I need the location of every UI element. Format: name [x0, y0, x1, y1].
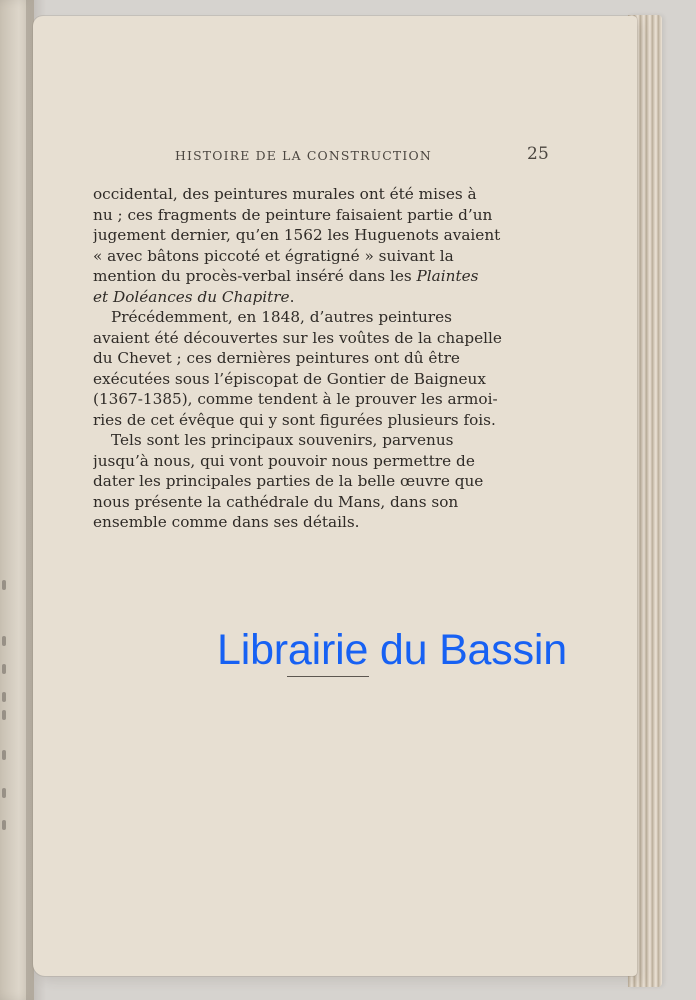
paragraph-3 [93, 430, 530, 533]
text-line: nu ; ces fragments de peinture faisaient partie d’un [93, 205, 493, 224]
text-line: occidental, des peintures murales ont été mises à [93, 185, 477, 203]
header-title: HISTOIRE DE LA CONSTRUCTION [175, 148, 432, 163]
text-line: nous présente la cathédrale du Mans, dans son [93, 492, 459, 511]
text-line: avaient été découvertes sur les voûtes de la chapelle [93, 328, 502, 347]
text-line: dater les principales parties de la belle œuvre que [93, 472, 484, 490]
text-span: . [289, 287, 295, 306]
main-text [93, 184, 530, 533]
text-line: (1367-1385), comme tendent à le prouver les armoi- [93, 390, 498, 408]
page-number: 25 [526, 144, 549, 164]
text-span: mention du procès-verbal inséré dans les [93, 267, 417, 285]
paragraph-2 [93, 307, 530, 430]
text-line: « avec bâtons piccoté et égratigné » suivant la [93, 246, 454, 265]
text-line: jugement dernier, qu’en 1562 les Huguenots avaient [93, 226, 501, 244]
left-page-marks [2, 560, 14, 860]
paragraph-1 [93, 184, 530, 307]
section-divider [287, 676, 369, 677]
text-line: Tels sont les principaux souvenirs, parvenus [111, 431, 454, 449]
text-line: jusqu’à nous, qui vont pouvoir nous permettre de [93, 451, 475, 470]
book-page [33, 16, 637, 976]
text-line [93, 287, 530, 308]
page-content [33, 16, 637, 976]
text-line: Précédemment, en 1848, d’autres peintures [111, 308, 452, 326]
running-header [175, 144, 549, 172]
text-line: du Chevet ; ces dernières peintures ont dû être [93, 349, 460, 367]
watermark-text: Librairie du Bassin [217, 626, 567, 674]
text-line: ries de cet évêque qui y sont figurées plusieurs fois. [93, 410, 496, 429]
text-line: ensemble comme dans ses détails. [93, 513, 360, 531]
italic-title: Plaintes [416, 267, 479, 285]
text-line: exécutées sous l’épiscopat de Gontier de Baigneux [93, 369, 486, 388]
text-line [93, 266, 530, 287]
italic-title: et Doléances du Chapitre [93, 287, 290, 306]
